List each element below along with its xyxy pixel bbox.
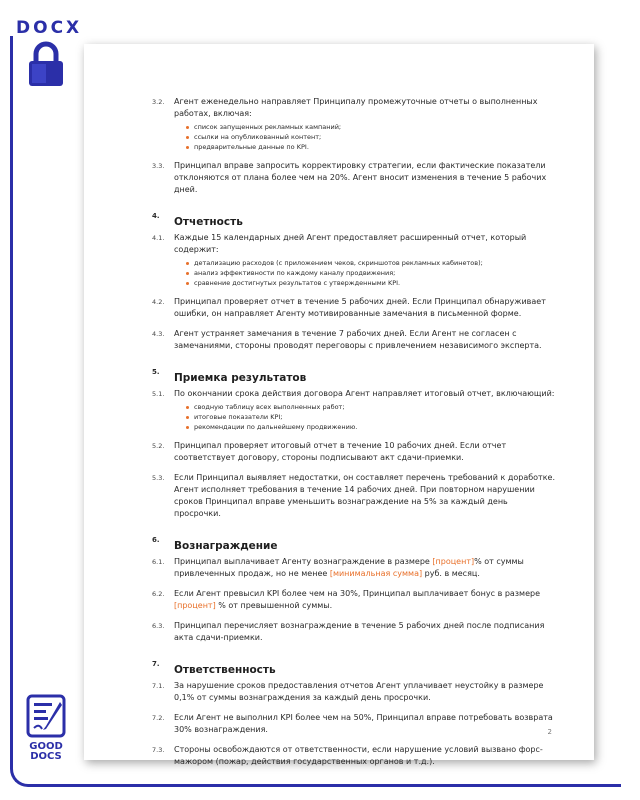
list-item: список запущенных рекламных кампаний;	[186, 122, 556, 132]
section-heading	[152, 534, 556, 552]
clause-number: 3.3.	[152, 162, 165, 170]
clause-text: Если Агент не выполнил KPI более чем на 50%, Принципал вправе потребовать возврата 30% вознаграждения.	[174, 713, 553, 734]
clause	[152, 328, 556, 352]
clause-text: Агент устраняет замечания в течение 7 рабочих дней. Если Агент не согласен с замечаниями, стороны проводят переговоры с привлечением независимого эксперта.	[174, 329, 542, 350]
clause-text: Принципал проверяет отчет в течение 5 рабочих дней. Если Принципал обнаруживает ошибки, он направляет Агенту мотивированные замечания в письменной форме.	[174, 297, 546, 318]
clause-number: 4.2.	[152, 298, 165, 306]
clause	[152, 472, 556, 520]
clause-number: 6.1.	[152, 558, 165, 566]
clause-number: 4.1.	[152, 234, 165, 242]
clause-number: 6.2.	[152, 590, 165, 598]
list-item: итоговые показатели KPI;	[186, 412, 556, 422]
bullet-list	[174, 258, 556, 288]
section-heading	[152, 366, 556, 384]
section-title: Отчетность	[174, 216, 243, 228]
clause	[152, 620, 556, 644]
section-title: Вознаграждение	[174, 540, 278, 552]
section-number: 5.	[152, 368, 160, 376]
list-item: предварительные данные по KPI.	[186, 142, 556, 152]
clause	[152, 232, 556, 288]
list-item: анализ эффективности по каждому каналу продвижения;	[186, 268, 556, 278]
good-docs-logo-text	[25, 742, 67, 762]
clause-number: 5.1.	[152, 390, 165, 398]
document-page	[84, 44, 594, 766]
clause	[152, 744, 556, 768]
clause	[152, 680, 556, 704]
brand-title: DOCX	[16, 18, 83, 38]
clause-text: Принципал перечисляет вознаграждение в течение 5 рабочих дней после подписания акта сдачи-приемки.	[174, 621, 545, 642]
logo-line-1: GOOD	[29, 741, 63, 752]
clause	[152, 440, 556, 464]
clause	[152, 160, 556, 196]
clause-number: 5.3.	[152, 474, 165, 482]
clause-number: 3.2.	[152, 98, 165, 106]
clause	[152, 588, 556, 612]
text-fragment: % от суммы привлеченных продаж, но не менее	[174, 557, 524, 578]
clause	[152, 296, 556, 320]
page-number: 2	[547, 728, 552, 736]
clause-text	[174, 556, 556, 580]
text-fragment: Принципал выплачивает Агенту вознаграждение в размере	[174, 557, 433, 566]
clause-text: Стороны освобождаются от ответственности, если нарушение условий вызвано форс-мажором (пожар, действия государственных органов и т.д.).	[174, 745, 543, 766]
text-fragment: Если Агент превысил KPI более чем на 30%, Принципал выплачивает бонус в размере	[174, 589, 541, 598]
section-heading	[152, 210, 556, 228]
section-title: Приемка результатов	[174, 372, 307, 384]
text-fragment: % от превышенной суммы.	[215, 601, 333, 610]
clause-text: По окончании срока действия договора Агент направляет итоговый отчет, включающий:	[174, 389, 555, 398]
clause-text: Агент еженедельно направляет Принципалу промежуточные отчеты о выполненных работах, включая:	[174, 97, 538, 118]
section-number: 6.	[152, 536, 160, 544]
clause	[152, 556, 556, 580]
section-heading	[152, 658, 556, 676]
document-content	[152, 96, 556, 776]
clause	[152, 712, 556, 736]
list-item: сводную таблицу всех выполненных работ;	[186, 402, 556, 412]
clause-text: Каждые 15 календарных дней Агент предоставляет расширенный отчет, который содержит:	[174, 233, 527, 254]
clause-number: 7.3.	[152, 746, 165, 754]
section-title: Ответственность	[174, 664, 276, 676]
bullet-list	[174, 402, 556, 432]
placeholder-field: [минимальная сумма]	[329, 569, 423, 578]
clause-text: Если Принципал выявляет недостатки, он составляет перечень требований к доработке. Агент исполняет требования в течение 14 рабочих дней. При повторном нарушении сроков Принципал вправе уменьшить вознаграждение на 5% за каждый день просрочки.	[174, 473, 556, 518]
section-number: 7.	[152, 660, 160, 668]
bullet-list	[174, 122, 556, 152]
clause-number: 5.2.	[152, 442, 165, 450]
list-item: сравнение достигнутых результатов с утвержденными KPI.	[186, 278, 556, 288]
clause-number: 6.3.	[152, 622, 165, 630]
placeholder-field: [процент]	[432, 557, 475, 566]
clause	[152, 96, 556, 152]
logo-line-2: DOCS	[30, 751, 62, 762]
list-item: рекомендации по дальнейшему продвижению.	[186, 422, 556, 432]
list-item: ссылки на опубликованный контент;	[186, 132, 556, 142]
good-docs-logo-icon	[26, 694, 66, 738]
clause-text: Принципал проверяет итоговый отчет в течение 10 рабочих дней. Если отчет соответствует договору, стороны подписывают акт сдачи-приемки.	[174, 441, 507, 462]
clause-text	[174, 588, 556, 612]
clause-text: Принципал вправе запросить корректировку стратегии, если фактические показатели отклоняются от плана более чем на 20%. Агент вносит изменения в течение 5 рабочих дней.	[174, 161, 547, 194]
clause-number: 4.3.	[152, 330, 165, 338]
clause-number: 7.1.	[152, 682, 165, 690]
list-item: детализацию расходов (с приложением чеков, скриншотов рекламных кабинетов);	[186, 258, 556, 268]
clause-number: 7.2.	[152, 714, 165, 722]
clause-text: За нарушение сроков предоставления отчетов Агент уплачивает неустойку в размере 0,1% от суммы вознаграждения за каждый день просрочки.	[174, 681, 544, 702]
placeholder-field: [процент]	[174, 601, 216, 610]
text-fragment: руб. в месяц.	[422, 569, 480, 578]
clause	[152, 388, 556, 432]
section-number: 4.	[152, 212, 160, 220]
lock-icon	[26, 40, 66, 88]
